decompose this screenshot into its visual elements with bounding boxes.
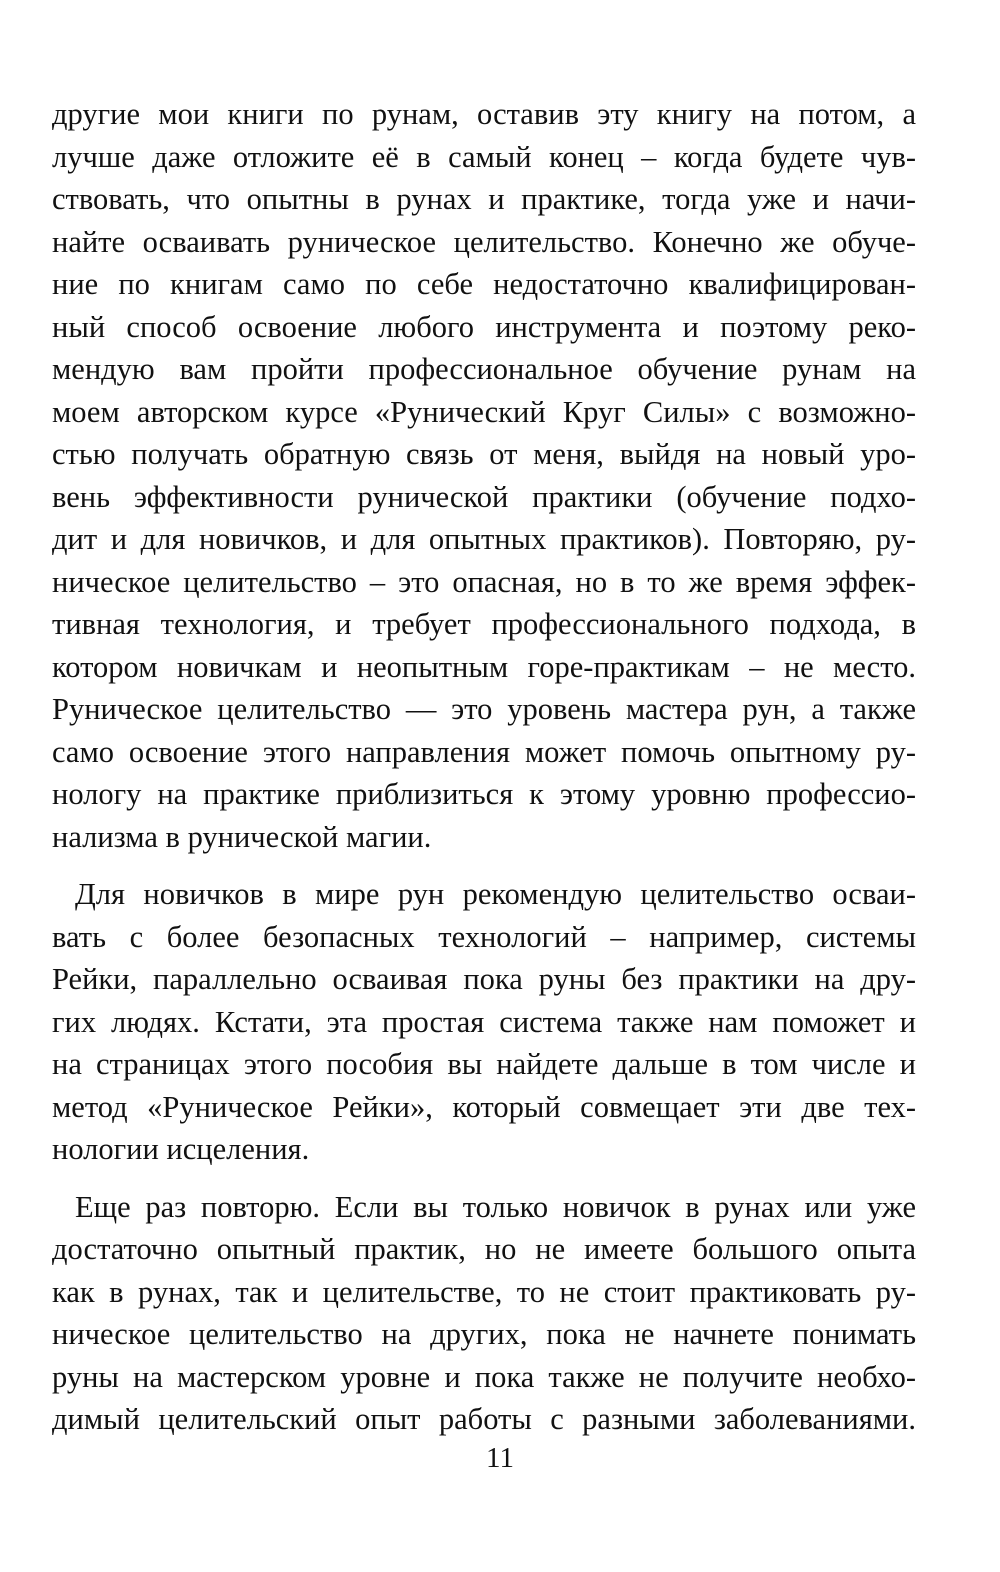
page-body xyxy=(52,93,916,1441)
text-line: димый целительский опыт работы с разными заболеваниями. xyxy=(52,1402,916,1436)
text-line: нологу на практике приблизиться к этому уровню профессио- xyxy=(52,777,916,811)
text-line: на страницах этого пособия вы найдете дальше в том числе и xyxy=(52,1047,916,1081)
text-line: Рейки, параллельно осваивая пока руны без практики на дру- xyxy=(52,962,916,996)
text-line: ние по книгам само по себе недостаточно квалифицирован- xyxy=(52,267,916,301)
text-line: Для новичков в мире рун рекомендую целительство осваи- xyxy=(75,877,916,911)
text-line: моем авторском курсе «Рунический Круг Силы» с возможно- xyxy=(52,394,916,429)
text-line: руны на мастерском уровне и пока также не получите необхо- xyxy=(52,1359,916,1394)
text-line: ническое целительство – это опасная, но в то же время эффек- xyxy=(52,564,916,599)
text-line: Руническое целительство — это уровень мастера рун, а также xyxy=(52,692,916,726)
text-line: вать с более безопасных технологий – например, системы xyxy=(52,919,916,954)
paragraph-2 xyxy=(52,873,916,1171)
text-line: дит и для новичков, и для опытных практиков). Повторяю, ру- xyxy=(52,522,916,556)
text-line: метод «Руническое Рейки», который совмещает эти две тех- xyxy=(52,1089,916,1124)
text-line: мендую вам пройти профессиональное обучение рунам на xyxy=(52,352,916,386)
text-line: нологии исцеления. xyxy=(52,1132,310,1166)
text-line: ствовать, что опытны в рунах и практике, тогда уже и начи- xyxy=(52,182,916,216)
text-line: достаточно опытный практик, но не имеете большого опыта xyxy=(52,1232,916,1266)
text-line: вень эффективности рунической практики (обучение подхо- xyxy=(52,479,916,514)
text-line: как в рунах, так и целительстве, то не стоит практиковать ру- xyxy=(52,1274,916,1309)
text-line: ный способ освоение любого инструмента и поэтому реко- xyxy=(52,309,916,344)
page-number: 11 xyxy=(486,1442,514,1474)
paragraph-1 xyxy=(52,93,916,858)
text-line: нализма в рунической магии. xyxy=(52,819,432,854)
text-line: стью получать обратную связь от меня, выйдя на новый уро- xyxy=(52,437,916,471)
text-line: ническое целительство на других, пока не начнете понимать xyxy=(52,1317,916,1351)
text-line: гих людях. Кстати, эта простая система также нам поможет и xyxy=(52,1004,916,1039)
text-line: само освоение этого направления может помочь опытному ру- xyxy=(52,734,916,769)
text-line: Еще раз повторю. Если вы только новичок в рунах или уже xyxy=(75,1189,916,1224)
text-line: лучше даже отложите её в самый конец – когда будете чув- xyxy=(52,139,916,174)
paragraph-3 xyxy=(52,1186,916,1441)
text-line: другие мои книги по рунам, оставив эту книгу на потом, а xyxy=(52,97,916,131)
text-line: тивная технология, и требует профессионального подхода, в xyxy=(52,607,916,641)
text-line: котором новичкам и неопытным горе-практикам – не место. xyxy=(52,649,916,684)
text-line: найте осваивать руническое целительство. Конечно же обуче- xyxy=(52,224,916,259)
